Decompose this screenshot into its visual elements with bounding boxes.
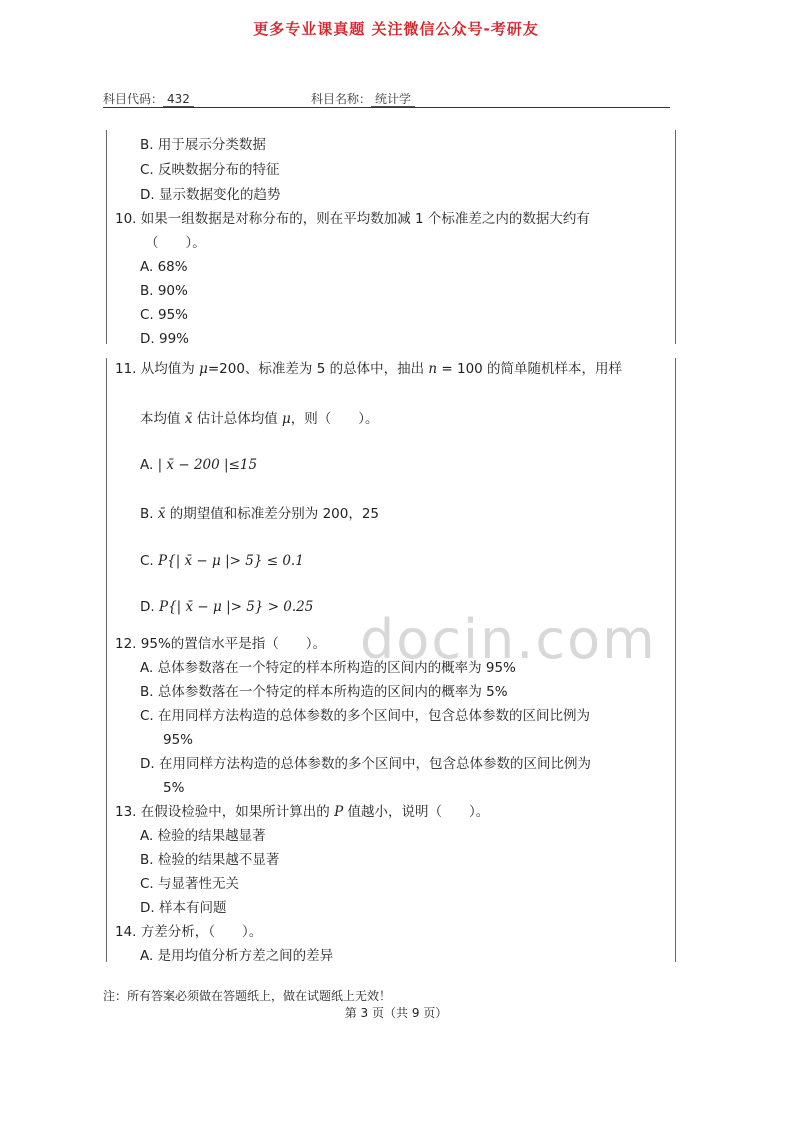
- q11-n-symbol: n: [428, 361, 438, 377]
- q13-stem: [115, 803, 489, 821]
- q11-stem-line2: [140, 410, 379, 428]
- q9-option-c: C. 反映数据分布的特征: [140, 162, 280, 178]
- q11-option-b: [140, 505, 379, 523]
- watermark: docin.com: [360, 608, 657, 671]
- q11-option-d-formula: P{| x̄ − μ |> 5} > 0.25: [158, 599, 314, 615]
- q11-option-a-label: A.: [140, 457, 158, 473]
- subject-code: [103, 90, 194, 107]
- q11-option-d: [140, 598, 313, 616]
- q13-stem-part1: 13. 在假设检验中，如果所计算出的: [115, 804, 335, 820]
- q13-option-d: D. 样本有问题: [140, 900, 227, 916]
- subject-code-label: 科目代码：: [103, 92, 164, 106]
- q10-option-c: C. 95%: [140, 307, 189, 323]
- q11-mu-symbol: μ: [199, 361, 208, 377]
- q11-stem-part1: 11. 从均值为: [115, 361, 200, 377]
- q10-option-d: D. 99%: [140, 331, 189, 347]
- q13-option-a: A. 检验的结果越显著: [140, 828, 266, 844]
- q12-option-b: B. 总体参数落在一个特定的样本所构造的区间内的概率为 5%: [140, 684, 508, 700]
- q10-option-a: A. 68%: [140, 259, 188, 275]
- q11-mu-symbol-2: μ: [282, 411, 291, 427]
- q14-stem: 14. 方差分析，（ ）。: [115, 924, 263, 940]
- q11-option-a-formula: | x̄ − 200 |≤15: [157, 457, 258, 473]
- q11-option-b-text: 的期望值和标准差分别为 200，25: [165, 506, 380, 522]
- q11-option-c: [140, 552, 304, 570]
- q13-option-c: C. 与显著性无关: [140, 876, 240, 892]
- q11-option-d-label: D.: [140, 599, 159, 615]
- subject-code-value: 432: [163, 92, 194, 107]
- page-number: 第 3 页（共 9 页）: [344, 1006, 448, 1020]
- q10-option-b: B. 90%: [140, 283, 188, 299]
- q12-option-c-line2: 95%: [163, 732, 194, 748]
- q13-p-symbol: P: [334, 804, 344, 820]
- q11-stem-part2: =200、标准差为 5 的总体中，抽出: [207, 361, 429, 377]
- q11-stem2-part2: 估计总体均值: [192, 411, 283, 427]
- q12-option-d-line2: 5%: [163, 780, 185, 796]
- subject-name: [311, 90, 415, 107]
- q12-option-d-line1: D. 在用同样方法构造的总体参数的多个区间中，包含总体参数的区间比例为: [140, 756, 591, 772]
- q12-stem: 12. 95%的置信水平是指（ ）。: [115, 636, 327, 652]
- q12-option-a: A. 总体参数落在一个特定的样本所构造的区间内的概率为 95%: [140, 660, 516, 676]
- q11-xbar-symbol: x̄: [184, 411, 193, 427]
- q11-option-b-xbar: x̄: [157, 506, 166, 522]
- q11-stem-line1: [115, 360, 622, 378]
- footer-note: 注：所有答案必须做在答题纸上，做在试题纸上无效！: [103, 989, 392, 1003]
- promo-banner: 更多专业课真题 关注微信公众号-考研友: [253, 20, 539, 38]
- q11-stem2-part1: 本均值: [140, 411, 185, 427]
- q11-stem2-part3: ，则（ ）。: [290, 411, 379, 427]
- q11-stem-part3: = 100 的简单随机样本，用样: [437, 361, 623, 377]
- q11-option-c-formula: P{| x̄ − μ |> 5} ≤ 0.1: [158, 553, 304, 569]
- q14-option-a: A. 是用均值分析方差之间的差异: [140, 948, 334, 964]
- q13-option-b: B. 检验的结果越不显著: [140, 852, 280, 868]
- subject-name-label: 科目名称：: [311, 92, 372, 106]
- q10-stem-line2: （ ）。: [145, 235, 206, 251]
- q9-option-d: D. 显示数据变化的趋势: [140, 187, 281, 203]
- q12-option-c-line1: C. 在用同样方法构造的总体参数的多个区间中，包含总体参数的区间比例为: [140, 708, 591, 724]
- q11-option-c-label: C.: [140, 553, 159, 569]
- header-rule: [103, 107, 670, 108]
- q11-option-b-label: B.: [140, 506, 158, 522]
- q13-stem-part2: 值越小，说明（ ）。: [343, 804, 490, 820]
- q9-option-b: B. 用于展示分类数据: [140, 137, 266, 153]
- subject-name-value: 统计学: [371, 92, 415, 107]
- q11-option-a: [140, 456, 257, 474]
- q10-stem-line1: 10. 如果一组数据是对称分布的，则在平均数加减 1 个标准差之内的数据大约有: [115, 211, 590, 227]
